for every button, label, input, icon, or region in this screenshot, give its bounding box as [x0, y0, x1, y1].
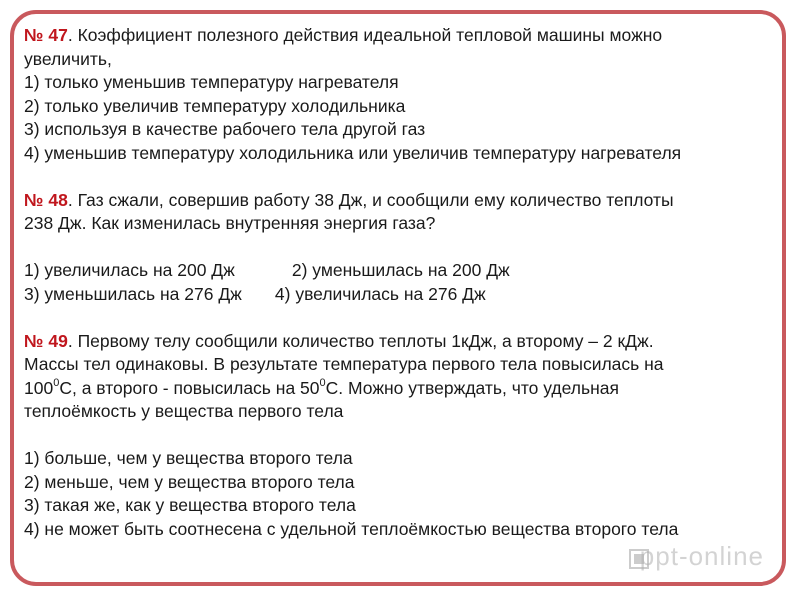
- q49-option-4: 4) не может быть соотнесена с удельной теплоёмкостью вещества второго тела: [24, 518, 679, 539]
- slide-content: [24, 24, 784, 541]
- q48-option-3: 3) уменьшилась на 276 Дж: [24, 283, 242, 304]
- q48-option-4: 4) увеличилась на 276 Дж: [274, 283, 486, 304]
- q49-degree-sup-2: 0: [319, 376, 326, 389]
- q48-option-2: 2) уменьшилась на 200 Дж: [291, 260, 510, 280]
- q49-text-3b: С, а второго - повысилась на 50: [59, 377, 320, 398]
- q47-question-line-1: [24, 24, 784, 48]
- q49-temp-1: 100: [24, 377, 54, 398]
- q49-option-2: 2) меньше, чем у вещества второго тела: [24, 471, 355, 492]
- q48-question-line-1: [24, 189, 784, 213]
- q49-question-line-4: теплоёмкость у вещества первого тела: [24, 401, 344, 421]
- q49-text-3c: С. Можно утверждать, что удельная: [325, 377, 619, 398]
- q49-question-line-1: [24, 330, 784, 354]
- q49-question-text-1: . Первому телу сообщили количество теплоты 1кДж, а второму – 2 кДж.: [67, 330, 654, 351]
- q47-option-4: 4) уменьшив температуру холодильника или увеличив температуру нагревателя: [24, 142, 682, 163]
- watermark: ppt-online: [639, 541, 764, 571]
- q48-options-row-1: [24, 259, 784, 283]
- q49-option-1: 1) больше, чем у вещества второго тела: [24, 448, 353, 468]
- q48-number: № 48: [24, 189, 68, 210]
- q48-option-1: 1) увеличилась на 200 Дж: [24, 260, 235, 280]
- q47-option-2: 2) только увеличив температуру холодильника: [24, 95, 406, 116]
- q47-number: № 47: [24, 25, 68, 45]
- q49-degree-sup-1: 0: [53, 376, 60, 389]
- q48-question-text-1: . Газ сжали, совершив работу 38 Дж, и сообщили ему количество теплоты: [67, 189, 674, 210]
- q48-question-line-2: 238 Дж. Как изменилась внутренняя энергия газа?: [24, 213, 436, 233]
- q47-question-line-2: увеличить,: [24, 48, 112, 69]
- q47-option-1: 1) только уменьшив температуру нагревателя: [24, 72, 399, 92]
- q47-question-text-1: . Коэффициент полезного действия идеальной тепловой машины можно: [67, 25, 663, 45]
- q47-option-3: 3) используя в качестве рабочего тела другой газ: [24, 119, 426, 139]
- q49-option-3: 3) такая же, как у вещества второго тела: [24, 495, 356, 515]
- q48-options-row-2: [24, 283, 784, 307]
- q49-question-line-2: Массы тел одинаковы. В результате температура первого тела повысилась на: [24, 354, 664, 374]
- q49-number: № 49: [24, 330, 68, 351]
- q49-question-line-3: [24, 377, 784, 401]
